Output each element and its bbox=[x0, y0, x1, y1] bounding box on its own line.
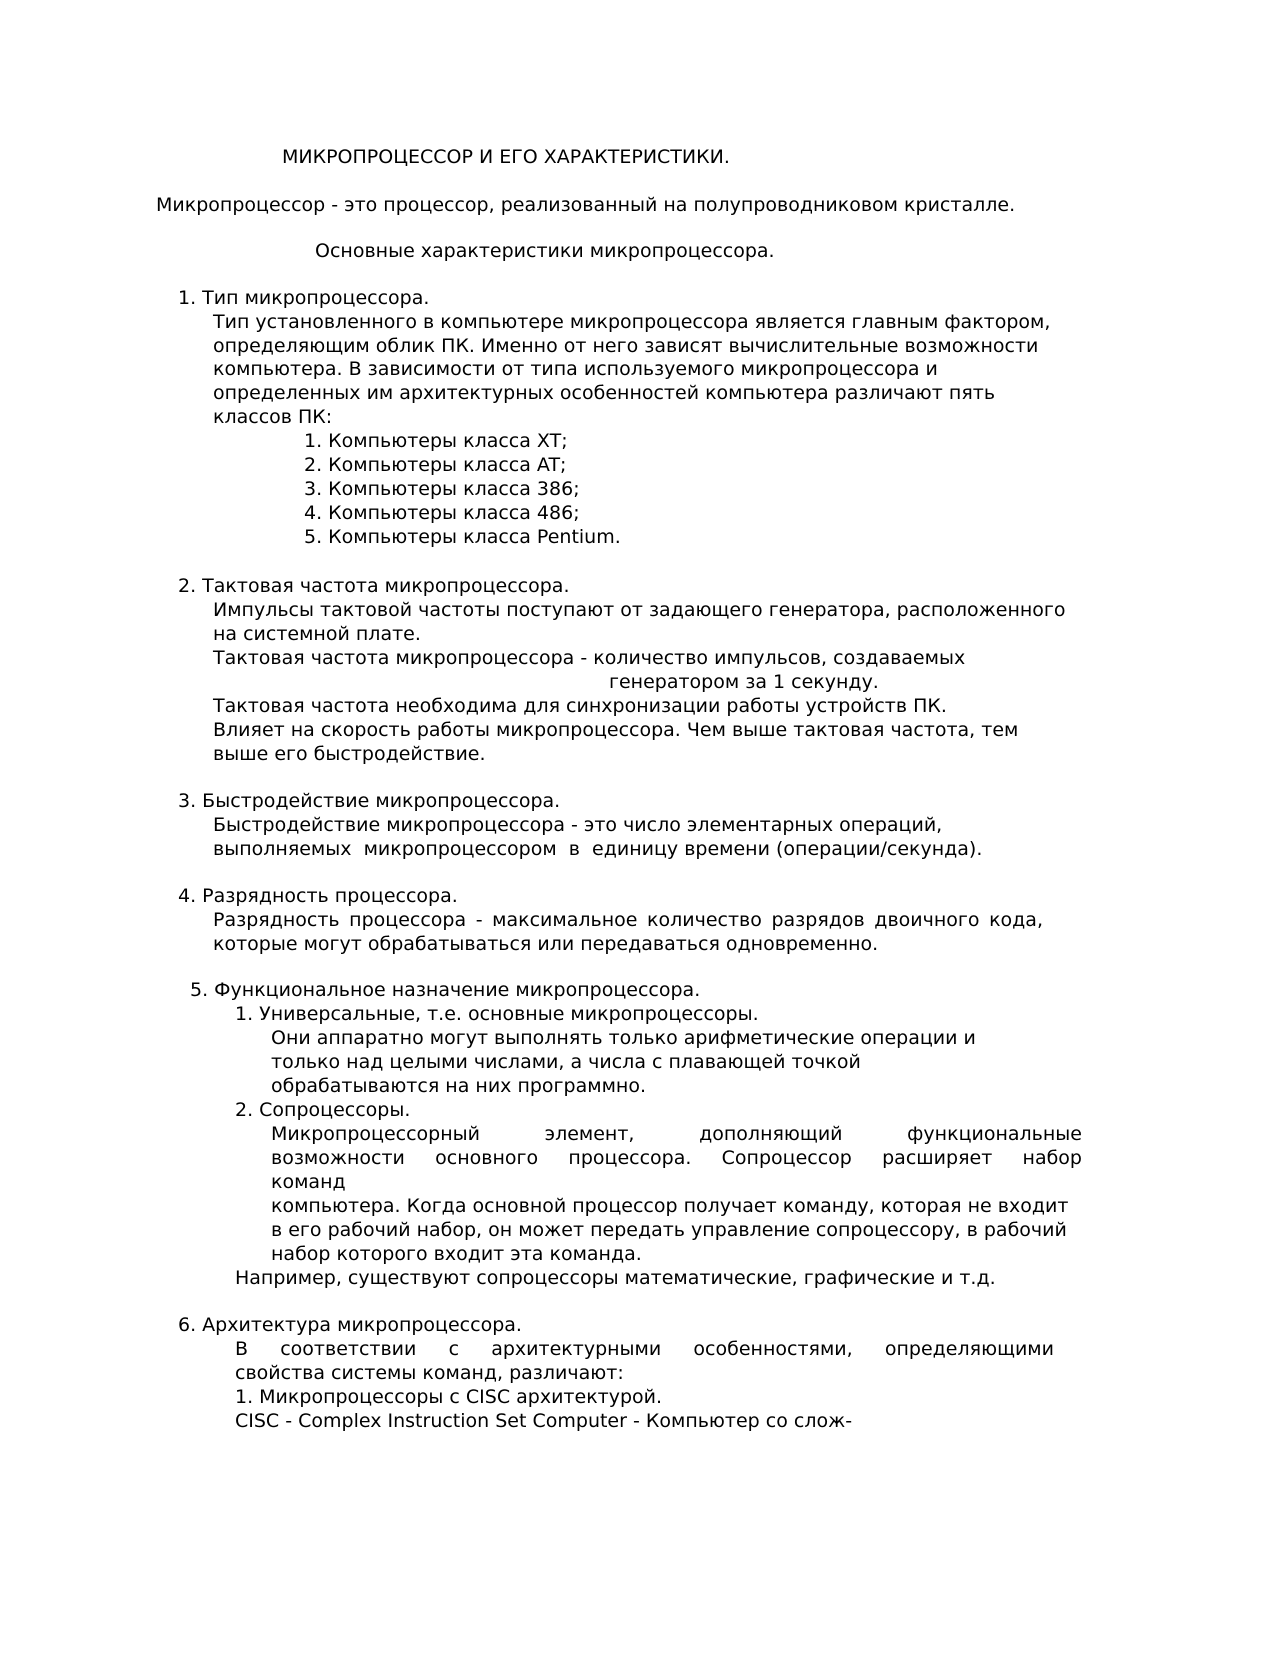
pc-class-item: 3. Компьютеры класса 386; bbox=[304, 478, 580, 500]
section-1-line: классов ПК: bbox=[213, 406, 333, 428]
section-2-line: Тактовая частота микропроцессора - количество импульсов, создаваемых bbox=[213, 647, 966, 669]
section-6-line: CISC - Complex Instruction Set Computer - Компьютер со слож- bbox=[235, 1410, 853, 1432]
section-6-line: 1. Микропроцессоры с CISC архитектурой. bbox=[235, 1386, 663, 1408]
section-2-line: Влияет на скорость работы микропроцессора. Чем выше тактовая частота, тем bbox=[213, 719, 1019, 741]
section-5-heading: 5. Функциональное назначение микропроцессора. bbox=[190, 979, 701, 1001]
section-2-line: Тактовая частота необходима для синхронизации работы устройств ПК. bbox=[213, 695, 947, 717]
section-4-heading: 4. Разрядность процессора. bbox=[178, 885, 458, 907]
section-5-sub2-line: набор которого входит эта команда. bbox=[271, 1243, 642, 1265]
section-6-heading: 6. Архитектура микропроцессора. bbox=[178, 1314, 522, 1336]
section-2-line: генератором за 1 секунду. bbox=[609, 671, 879, 693]
section-5-note: Например, существуют сопроцессоры математические, графические и т.д. bbox=[235, 1267, 996, 1289]
section-4-line: Разрядность процессора - максимальное количество разрядов двоичного кода, bbox=[213, 909, 1043, 931]
section-5-sub2-line: компьютера. Когда основной процессор получает команду, которая не входит bbox=[271, 1195, 1069, 1217]
section-2-line: Импульсы тактовой частоты поступают от задающего генератора, расположенного bbox=[213, 599, 1066, 621]
section-3-line: Быстродействие микропроцессора - это число элементарных операций, bbox=[213, 814, 943, 836]
section-5-sub1-heading: 1. Универсальные, т.е. основные микропроцессоры. bbox=[235, 1003, 759, 1025]
section-1-line: Тип установленного в компьютере микропроцессора является главным фактором, bbox=[213, 311, 1051, 333]
section-2-heading: 2. Тактовая частота микропроцессора. bbox=[178, 575, 570, 597]
section-subtitle: Основные характеристики микропроцессора. bbox=[315, 240, 775, 262]
section-5-sub1-line: Они аппаратно могут выполнять только арифметические операции и bbox=[271, 1027, 976, 1049]
section-6-line: В соответствии с архитектурными особенностями, определяющими bbox=[235, 1338, 1054, 1360]
section-6-line: свойства системы команд, различают: bbox=[235, 1362, 624, 1384]
section-5-sub2-line: в его рабочий набор, он может передать управление сопроцессору, в рабочий bbox=[271, 1219, 1067, 1241]
section-2-line: выше его быстродействие. bbox=[213, 743, 486, 765]
page-title: МИКРОПРОЦЕССОР И ЕГО ХАРАКТЕРИСТИКИ. bbox=[282, 146, 730, 168]
section-5-sub1-line: обрабатываются на них программно. bbox=[271, 1075, 646, 1097]
section-4-line: которые могут обрабатываться или передаваться одновременно. bbox=[213, 933, 879, 955]
pc-class-item: 5. Компьютеры класса Pentium. bbox=[304, 526, 621, 548]
section-1-line: компьютера. В зависимости от типа используемого микропроцессора и bbox=[213, 358, 938, 380]
section-2-line: на системной плате. bbox=[213, 623, 421, 645]
section-5-sub2-line: команд bbox=[271, 1171, 346, 1193]
section-5-sub2-heading: 2. Сопроцессоры. bbox=[235, 1099, 411, 1121]
section-1-line: определенных им архитектурных особенностей компьютера различают пять bbox=[213, 382, 996, 404]
section-1-line: определяющим облик ПК. Именно от него зависят вычислительные возможности bbox=[213, 335, 1039, 357]
pc-class-item: 1. Компьютеры класса XT; bbox=[304, 430, 568, 452]
pc-class-item: 4. Компьютеры класса 486; bbox=[304, 502, 580, 524]
section-5-sub2-line: Микропроцессорный элемент, дополняющий функциональные bbox=[271, 1123, 1082, 1145]
definition-text: Микропроцессор - это процессор, реализованный на полупроводниковом кристалле. bbox=[156, 194, 1016, 216]
pc-class-item: 2. Компьютеры класса AT; bbox=[304, 454, 567, 476]
section-5-sub2-line: возможности основного процессора. Сопроцессор расширяет набор bbox=[271, 1147, 1082, 1169]
section-1-heading: 1. Тип микропроцессора. bbox=[178, 287, 430, 309]
section-3-line: выполняемых микропроцессором в единицу времени (операции/секунда). bbox=[213, 838, 983, 860]
section-5-sub1-line: только над целыми числами, а числа с плавающей точкой bbox=[271, 1051, 861, 1073]
section-3-heading: 3. Быстродействие микропроцессора. bbox=[178, 790, 561, 812]
